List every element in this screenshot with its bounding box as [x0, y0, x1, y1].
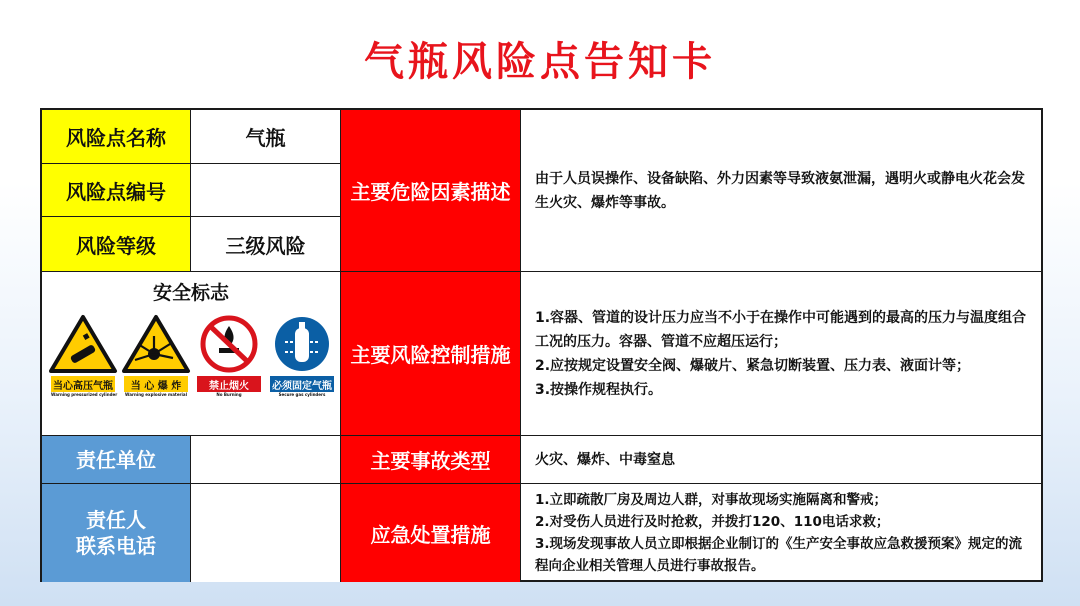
control-measures: [521, 272, 1041, 436]
sign-explosive: [121, 314, 191, 397]
emergency-item: 3.现场发现事故人员立即根据企业制订的《生产安全事故应急救援预案》规定的流程向企业相关管理人员进行事故报告。: [535, 536, 1023, 574]
no-fire-icon: [194, 314, 264, 374]
responsible-unit-label: 责任单位: [42, 436, 191, 484]
sign-secure-cylinder: [267, 314, 337, 397]
pressurized-cylinder-warning-icon: [48, 314, 118, 374]
control-item: 3.按操作规程执行。: [535, 381, 663, 398]
sign-sub-label: No Burning: [216, 392, 242, 397]
control-item: 2.应按规定设置安全阀、爆破片、紧急切断装置、压力表、液面计等；: [535, 357, 971, 374]
control-item: 1.容器、管道的设计压力应当不小于在操作中可能遇到的最高的压力与温度组合工况的压力。容器、管道不应超压运行；: [535, 309, 1027, 350]
page-title: 气瓶风险点告知卡: [364, 39, 716, 85]
safety-signs-title: 安全标志: [152, 282, 229, 304]
sign-sub-label: Secure gas cylinders: [278, 392, 326, 397]
emergency-item: 1.立即疏散厂房及周边人群，对事故现场实施隔离和警戒；: [535, 492, 888, 508]
control-measures-label: 主要风险控制措施: [341, 272, 521, 436]
contact-value: [191, 484, 341, 582]
accident-type-label: 主要事故类型: [341, 436, 521, 484]
sign-label: 当 心 爆 炸: [124, 376, 188, 392]
secure-cylinder-icon: [267, 314, 337, 374]
sign-label: 禁止烟火: [197, 376, 261, 392]
sign-no-fire: [194, 314, 264, 397]
sign-sub-label: Warning pressurized cylinder: [51, 392, 118, 397]
hazard-description: [521, 110, 1041, 272]
risk-number-label: 风险点编号: [42, 164, 191, 217]
emergency-measures: [521, 484, 1041, 582]
contact-label-line2: 联系电话: [76, 534, 156, 558]
risk-name-label: 风险点名称: [42, 110, 191, 164]
sign-label: 必须固定气瓶: [270, 376, 334, 392]
contact-label-line1: 责任人: [86, 508, 146, 532]
sign-high-pressure: [48, 314, 118, 397]
sign-label: 当心高压气瓶: [51, 376, 115, 392]
accident-types: [521, 436, 1041, 484]
hazard-text: 由于人员误操作、设备缺陷、外力因素等导致液氨泄漏，遇明火或静电火花会发生火灾、爆炸等事故。: [535, 170, 1025, 211]
safety-signs-panel: [42, 272, 341, 436]
risk-number-value: [191, 164, 341, 217]
risk-level-label: 风险等级: [42, 217, 191, 272]
responsible-unit-value: [191, 436, 341, 484]
emergency-label: 应急处置措施: [341, 484, 521, 582]
explosion-warning-icon: [121, 314, 191, 374]
hazard-label: 主要危险因素描述: [341, 110, 521, 272]
emergency-item: 2.对受伤人员进行及时抢救，并拨打120、110电话求救；: [535, 514, 890, 530]
contact-label: [42, 484, 191, 582]
accident-text: 火灾、爆炸、中毒窒息: [535, 451, 675, 468]
risk-level-value: 三级风险: [191, 217, 341, 272]
risk-name-value: 气瓶: [191, 110, 341, 164]
risk-card: [40, 108, 1043, 582]
sign-sub-label: Warning explosive material: [125, 392, 187, 397]
